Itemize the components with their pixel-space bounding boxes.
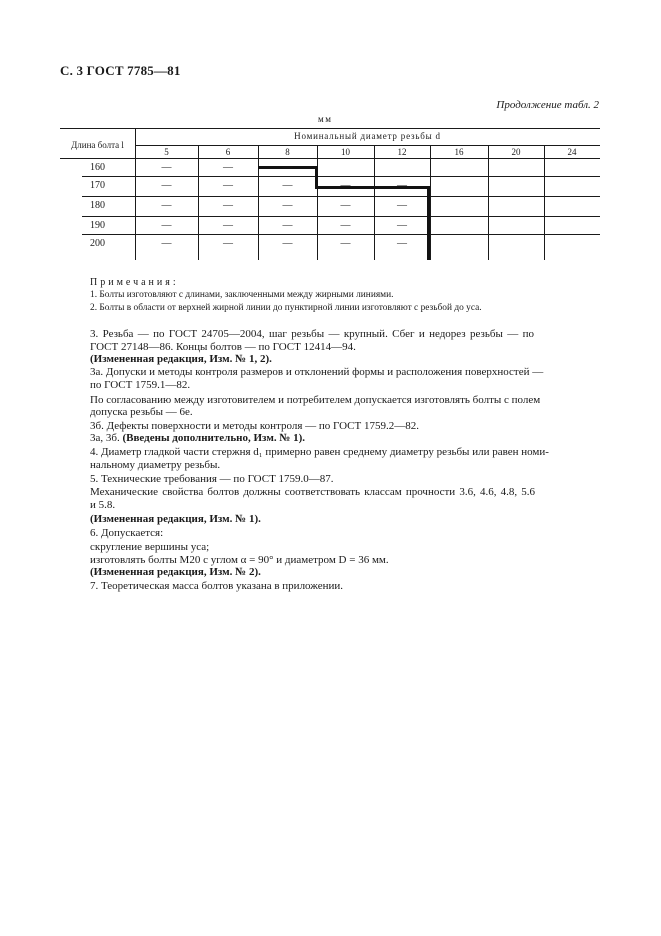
paragraph-6-item-a: скругление вершины уса;: [90, 541, 210, 553]
column-divider: [374, 145, 375, 260]
row-label: 170: [90, 180, 105, 191]
table-cell: —: [340, 200, 351, 211]
table-cell: —: [161, 162, 172, 173]
column-header: 8: [285, 147, 290, 157]
paragraph-5: 5. Технические требования — по ГОСТ 1759.0—87.: [90, 473, 334, 485]
table-cell: —: [282, 180, 293, 191]
paragraph-3ab-prefix: 3а, 3б.: [90, 432, 123, 444]
table-cell: —: [223, 200, 233, 211]
paragraph-3-edition: (Измененная редакция, Изм. № 1, 2).: [90, 353, 272, 365]
row-label: 190: [90, 220, 105, 231]
column-divider: [430, 145, 431, 260]
table-cell: —: [340, 238, 351, 249]
table-cell: —: [397, 220, 407, 231]
note-1: 1. Болты изготовляют с длинами, заключенными между жирными линиями.: [90, 290, 394, 300]
row-divider: [82, 234, 600, 235]
table-unit: мм: [318, 114, 333, 124]
row-divider: [82, 176, 600, 177]
paragraph-6: 6. Допускается:: [90, 527, 164, 539]
paragraph-3a-line2: по ГОСТ 1759.1—82.: [90, 379, 191, 391]
table-cell: —: [282, 238, 293, 249]
column-header: 6: [225, 147, 231, 157]
paragraph-3-line1: 3. Резьба — по ГОСТ 24705—2004, шаг резьбы — крупный. Сбег и недорез резьбы — по: [90, 328, 534, 340]
header-bottom-border: [60, 158, 600, 159]
row-header-label: Длина болта l: [71, 140, 124, 150]
row-divider: [82, 216, 600, 217]
paragraph-3ab: [90, 432, 305, 444]
column-header: 20: [511, 147, 521, 157]
table-cell: —: [282, 162, 293, 173]
column-header: 12: [397, 147, 407, 157]
paragraph-3-line2: ГОСТ 27148—86. Концы болтов — по ГОСТ 12414—94.: [90, 341, 356, 353]
thick-limit-line: [315, 166, 318, 188]
table-cell: —: [223, 162, 233, 173]
table-cell: —: [397, 238, 407, 249]
paragraph-4-line2: нальному диаметру резьбы.: [90, 459, 221, 471]
group-header-label: Номинальный диаметр резьбы d: [294, 131, 441, 141]
agreement-line1: По согласованию между изготовителем и потребителем допускается изготовлять болты с полем: [90, 394, 541, 406]
paragraph-3ab-edition: (Введены дополнительно, Изм. № 1).: [122, 432, 306, 444]
table-cell: —: [161, 220, 172, 231]
table-top-border: [60, 128, 600, 129]
table-cell: —: [340, 220, 351, 231]
column-header: 24: [567, 147, 577, 157]
column-header: 16: [454, 147, 464, 157]
column-divider: [258, 145, 259, 260]
paragraph-3b: 3б. Дефекты поверхности и методы контроля — по ГОСТ 1759.2—82.: [90, 420, 419, 432]
table-cell: —: [282, 220, 293, 231]
row-label: 180: [90, 200, 105, 211]
table-continuation-caption: Продолжение табл. 2: [496, 99, 599, 111]
column-header: 10: [341, 147, 350, 157]
agreement-line2: допуска резьбы — 6е.: [90, 406, 193, 418]
thick-limit-line: [427, 186, 430, 260]
paragraph-6-item-b: изготовлять болты М20 с углом α = 90° и диаметром D = 36 мм.: [90, 554, 389, 566]
paragraph-3a-line1: 3а. Допуски и методы контроля размеров и отклонений формы и расположения поверхностей —: [90, 366, 544, 378]
table-cell: —: [397, 200, 407, 211]
column-divider: [488, 145, 489, 260]
column-divider: [544, 145, 545, 260]
thick-limit-line: [315, 186, 430, 189]
table-cell: —: [282, 200, 293, 211]
paragraph-7: 7. Теоретическая масса болтов указана в приложении.: [90, 580, 344, 592]
column-divider: [317, 145, 318, 260]
table-cell: —: [161, 238, 172, 249]
mechanical-line2: и 5.8.: [90, 499, 116, 511]
edition-1: (Измененная редакция, Изм. № 1).: [90, 513, 261, 525]
table-cell: —: [340, 180, 351, 191]
table-cell: —: [161, 200, 172, 211]
note-2: 2. Болты в области от верхней жирной линии до пунктирной линии изготовляют с резьбой до уса.: [90, 303, 482, 313]
mechanical-line1: Механические свойства болтов должны соответствовать классам прочности 3.6, 4.6, 4.8, 5.6: [90, 486, 536, 498]
bolt-length-table: [60, 128, 600, 260]
table-cell: —: [223, 220, 233, 231]
row-label: 160: [90, 162, 105, 173]
group-header-rule: [135, 145, 600, 146]
column-divider: [198, 145, 199, 260]
table-cell: —: [223, 180, 233, 191]
table-cell: —: [397, 180, 407, 191]
column-header: 5: [164, 147, 169, 157]
table-cell: —: [161, 180, 172, 191]
row-divider: [82, 196, 600, 197]
page-header: С. 3 ГОСТ 7785—81: [60, 63, 181, 78]
paragraph-4-line1: 4. Диаметр гладкой части стержня d₁ примерно равен среднему диаметру резьбы или равен номи-: [90, 446, 549, 458]
notes-title: Примечания:: [90, 277, 179, 288]
row-label: 200: [90, 238, 105, 249]
table-cell: —: [223, 238, 233, 249]
edition-2: (Измененная редакция, Изм. № 2).: [90, 566, 261, 578]
